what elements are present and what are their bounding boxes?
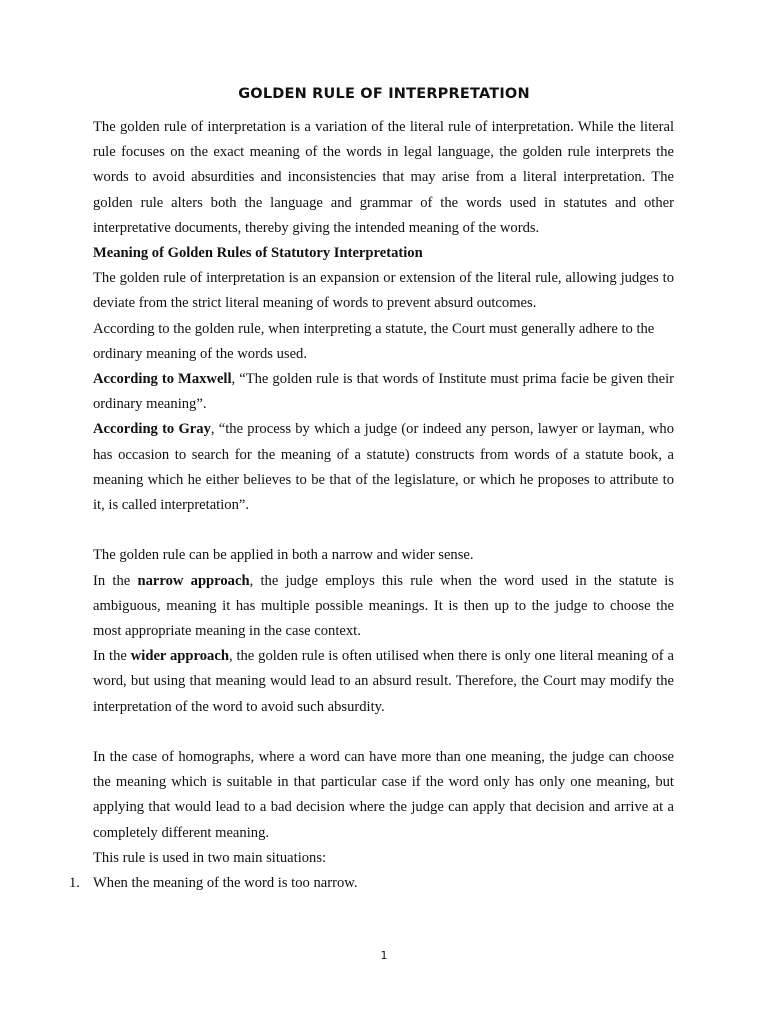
- list-item-text: When the meaning of the word is too narrow.: [93, 875, 358, 892]
- narrow-prefix: In the: [93, 572, 138, 589]
- senses-intro: The golden rule can be applied in both a narrow and wider sense.: [93, 547, 474, 564]
- wider-approach-label: wider approach: [130, 648, 229, 665]
- situations-intro: This rule is used in two main situations:: [93, 849, 327, 866]
- intro-paragraph: The golden rule of interpretation is a variation of the literal rule of interpretation. While the literal rule focuses on the exact meaning of the words in legal language, the golden rule interprets the words to avoid absurdities and inconsistencies that may arise from a literal interpretation. The golden rule alters both the language and grammar of the words used in statutes and other interpretative documents, thereby giving the intended meaning of the words.: [93, 119, 674, 236]
- homographs-paragraph: In the case of homographs, where a word can have more than one meaning, the judge can choose the meaning which is suitable in that particular case if the word only has only one meaning, but applying that would lead to a bad decision where the judge can apply that decision and arrive at a completely different meaning.: [93, 749, 674, 841]
- document-body: [69, 115, 674, 896]
- maxwell-label: According to Maxwell: [93, 371, 232, 388]
- paragraph-gap: [93, 720, 674, 745]
- meaning-paragraph-2-text: According to the golden rule, when interpreting a statute, the Court must generally adhere to the ordinary meaning of the words used.: [93, 320, 655, 362]
- gray-quote: , “the process by which a judge (or indeed any person, lawyer or layman, who has occasion to search for the meaning of a statute) constructs from words of a statute book, a meaning which he either believes to be that of the legislature, or which he proposes to attribute to it, is called interpretation”.: [93, 421, 674, 514]
- meaning-paragraph-2: [93, 317, 674, 367]
- section-heading: Meaning of Golden Rules of Statutory Interpretation: [93, 245, 423, 262]
- narrow-approach-paragraph: [93, 569, 674, 645]
- list-item: [69, 871, 674, 896]
- narrow-approach-label: narrow approach: [137, 572, 250, 589]
- paragraph-gap: [93, 518, 674, 543]
- gray-paragraph: [93, 417, 674, 518]
- wider-approach-text: , the golden rule is often utilised when there is only one literal meaning of a word, but using that meaning would lead to an absurd result. Therefore, the Court may modify the interpretation of the word to avoid such absurdity.: [93, 648, 674, 715]
- list-number: 1.: [69, 875, 80, 892]
- gray-label: According to Gray: [93, 421, 211, 438]
- wider-approach-paragraph: [93, 644, 674, 720]
- page-number: 1: [380, 949, 388, 962]
- wider-prefix: In the: [93, 648, 131, 665]
- page-title: GOLDEN RULE OF INTERPRETATION: [238, 86, 530, 102]
- meaning-paragraph-1: The golden rule of interpretation is an expansion or extension of the literal rule, allowing judges to deviate from the strict literal meaning of words to prevent absurd outcomes.: [93, 270, 674, 312]
- narrow-approach-text: , the judge employs this rule when the word used in the statute is ambiguous, meaning it has multiple possible meanings. It is then up to the judge to choose the most appropriate meaning in the case context.: [93, 572, 674, 640]
- maxwell-quote: , “The golden rule is that words of Institute must prima facie be given their ordinary meaning”.: [93, 371, 674, 413]
- maxwell-paragraph: [93, 367, 674, 417]
